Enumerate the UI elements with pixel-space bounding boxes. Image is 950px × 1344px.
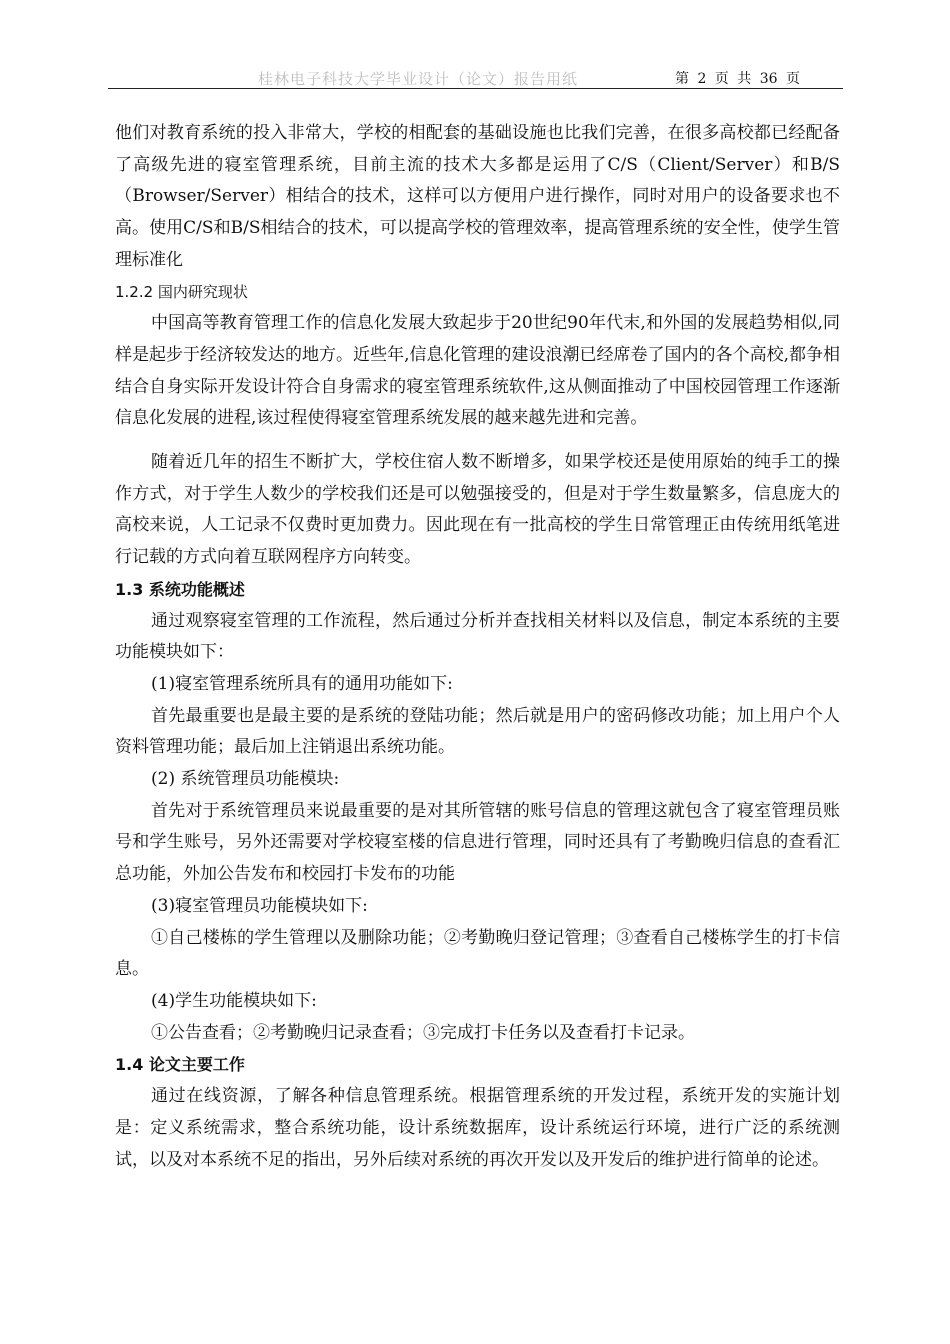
paragraph: 他们对教育系统的投入非常大，学校的相配套的基础设施也比我们完善，在很多高校都已经配备了高级先进的寝室管理系统，目前主流的技术大多都是运用了C/S（Client/Server）和B/S（Browser/Server）相结合的技术，这样可以方便用户进行操作，同时对用户的设备要求也不高。使用C/S和B/S相结合的技术，可以提高学校的管理效率，提高管理系统的安全性，使学生管理标准化 (115, 123, 840, 270)
list-heading: (1)寝室管理系统所具有的通用功能如下: (151, 673, 453, 694)
section-heading-1-2-2: 1.2.2 国内研究现状 (115, 282, 248, 301)
paragraph: 通过观察寝室管理的工作流程，然后通过分析并查找相关材料以及信息，制定本系统的主要功能模块如下： (115, 610, 840, 663)
list-heading: (4)学生功能模块如下: (151, 990, 317, 1011)
paragraph: 首先最重要也是最主要的是系统的登陆功能；然后就是用户的密码修改功能；加上用户个人资料管理功能；最后加上注销退出系统功能。 (115, 705, 840, 758)
paragraph: ①公告查看；②考勤晚归记录查看；③完成打卡任务以及查看打卡记录。 (151, 1022, 695, 1043)
document-body (115, 118, 840, 1176)
header-title: 桂林电子科技大学毕业设计（论文）报告用纸 (258, 70, 579, 88)
list-heading: (3)寝室管理员功能模块如下: (151, 895, 368, 916)
section-heading-1-3: 1.3 系统功能概述 (115, 579, 245, 599)
paragraph: 首先对于系统管理员来说最重要的是对其所管辖的账号信息的管理这就包含了寝室管理员账号和学生账号，另外还需要对学校寝室楼的信息进行管理，同时还具有了考勤晚归信息的查看汇总功能，外加公告发布和校园打卡发布的功能 (115, 800, 840, 885)
page-header (108, 64, 843, 89)
paragraph: ①自己楼栋的学生管理以及删除功能；②考勤晚归登记管理；③查看自己楼栋学生的打卡信息。 (115, 927, 840, 980)
paragraph: 通过在线资源，了解各种信息管理系统。根据管理系统的开发过程，系统开发的实施计划是：定义系统需求，整合系统功能，设计系统数据库，设计系统运行环境，进行广泛的系统测试，以及对本系统不足的指出，另外后续对系统的再次开发以及开发后的维护进行简单的论述。 (115, 1086, 840, 1170)
section-heading-1-4: 1.4 论文主要工作 (115, 1055, 245, 1075)
paragraph: 中国高等教育管理工作的信息化发展大致起步于20世纪90年代末,和外国的发展趋势相似,同样是起步于经济较发达的地方。近些年,信息化管理的建设浪潮已经席卷了国内的各个高校,都争相结合自身实际开发设计符合自身需求的寝室管理系统软件,这从侧面推动了中国校园管理工作逐渐信息化发展的进程,该过程使得寝室管理系统发展的越来越先进和完善。 (115, 313, 840, 429)
paragraph: 随着近几年的招生不断扩大，学校住宿人数不断增多，如果学校还是使用原始的纯手工的操作方式，对于学生人数少的学校我们还是可以勉强接受的，但是对于学生数量繁多，信息庞大的高校来说，人工记录不仅费时更加费力。因此现在有一批高校的学生日常管理正由传统用纸笔进行记载的方式向着互联网程序方向转变。 (115, 452, 840, 568)
list-heading: (2) 系统管理员功能模块: (151, 769, 340, 790)
page-number: 第 2 页 共 36 页 (675, 71, 800, 87)
